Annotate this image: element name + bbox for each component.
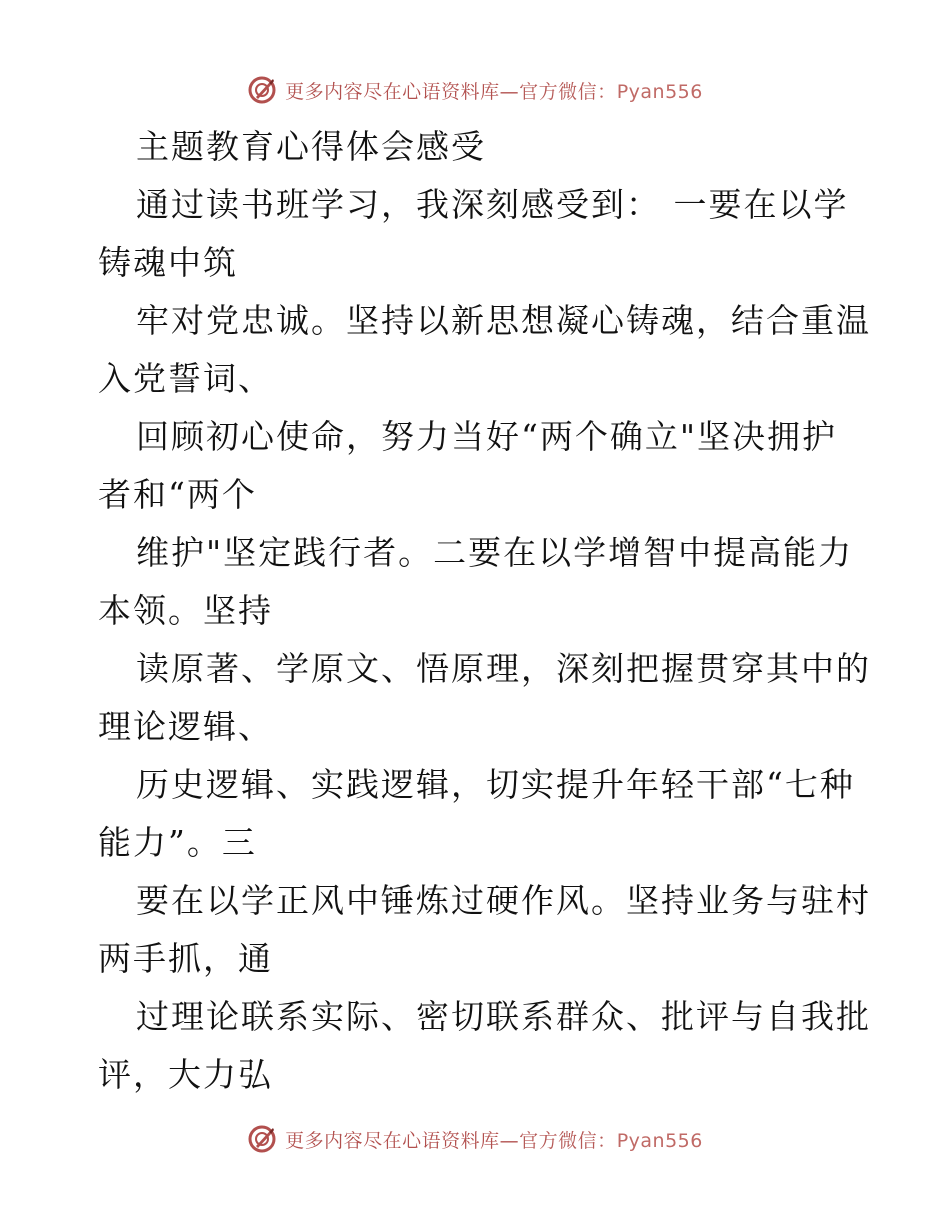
footer-banner (0, 1119, 950, 1159)
text-line: 两手抓，通 (98, 939, 273, 978)
banner-wechat-label: 官方微信： (519, 1129, 617, 1152)
banner-wechat-id: Pyan556 (616, 1129, 703, 1152)
pen-logo-icon (247, 75, 277, 105)
banner-main-text: 更多内容尽在心语资料库 (285, 1129, 500, 1152)
text-line: 要在以学正风中锤炼过硬作风。坚持业务与驻村 (136, 881, 871, 920)
banner-dash: — (499, 1129, 520, 1152)
text-line: 入党誓词、 (98, 359, 273, 398)
banner-dash: — (499, 80, 520, 103)
document-body (98, 118, 871, 1104)
text-line: 读原著、学原文、悟原理，深刻把握贯穿其中的 (136, 649, 871, 688)
text-line: 能力”。三 (98, 823, 257, 862)
footer-banner-text (285, 1126, 703, 1153)
text-line: 通过读书班学习，我深刻感受到： 一要在以学 (136, 185, 849, 224)
text-line: 回顾初心使命，努力当好“两个确立"坚决拥护 (136, 417, 838, 456)
text-line: 过理论联系实际、密切联系群众、批评与自我批 (136, 997, 871, 1036)
banner-wechat-label: 官方微信： (519, 80, 617, 103)
text-line: 铸魂中筑 (98, 243, 238, 282)
text-line: 维护"坚定践行者。二要在以学增智中提高能力 (136, 533, 854, 572)
text-line: 本领。坚持 (98, 591, 273, 630)
banner-wechat-id: Pyan556 (616, 80, 703, 103)
header-banner-text (285, 77, 703, 104)
banner-main-text: 更多内容尽在心语资料库 (285, 80, 500, 103)
header-banner (0, 70, 950, 110)
document-title: 主题教育心得体会感受 (136, 127, 486, 166)
text-line: 牢对党忠诚。坚持以新思想凝心铸魂，结合重温 (136, 301, 871, 340)
text-line: 理论逻辑、 (98, 707, 273, 746)
text-line: 历史逻辑、实践逻辑，切实提升年轻干部“七种 (136, 765, 855, 804)
pen-logo-icon (247, 1124, 277, 1154)
text-line: 评，大力弘 (98, 1055, 273, 1094)
text-line: 者和“两个 (98, 475, 257, 514)
